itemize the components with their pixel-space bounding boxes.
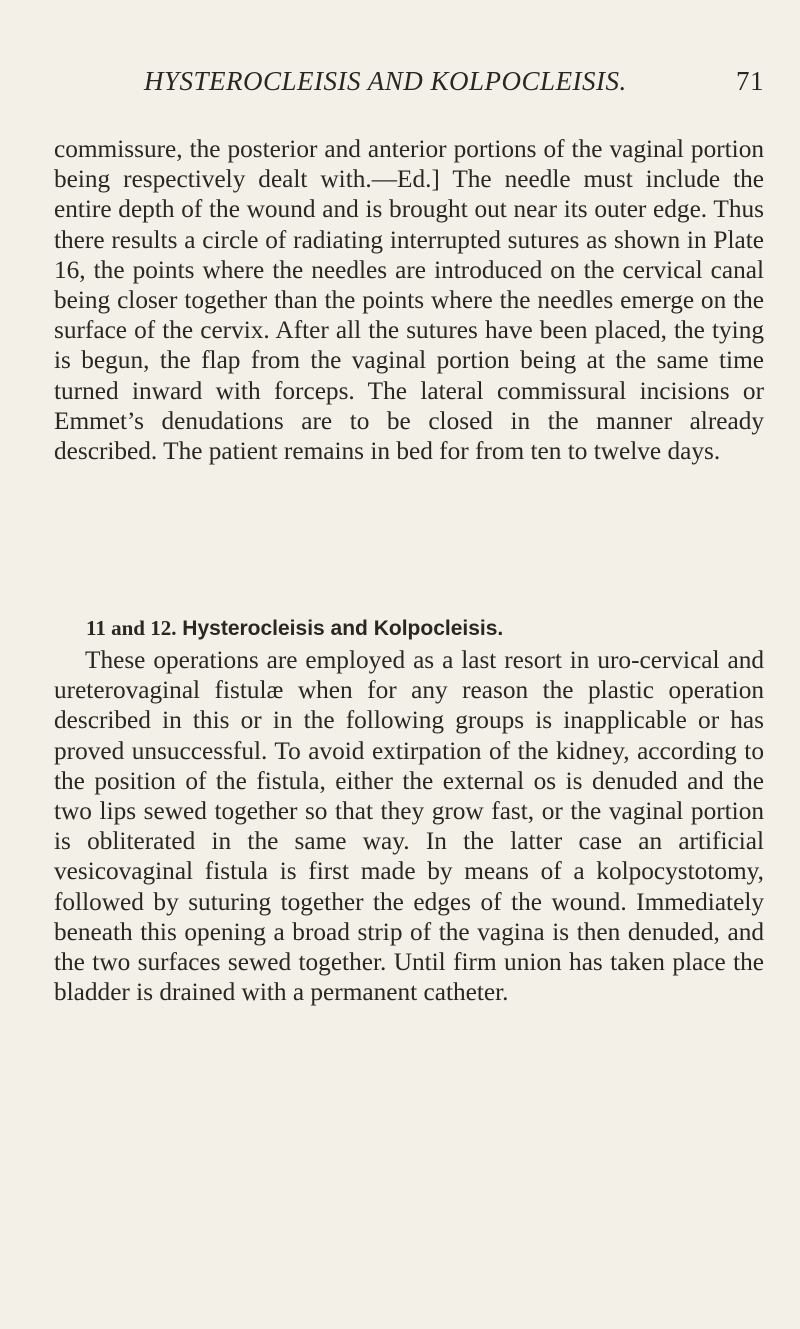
section-heading-number: 11 and 12. [86, 616, 177, 640]
running-head-title: HYSTEROCLEISIS AND KOLPOCLEISIS. [144, 66, 627, 96]
running-head [144, 66, 764, 106]
section-heading [86, 613, 766, 644]
body-paragraph-continued: commissure, the posterior and anterior portions of the vaginal portion being respectively dealt with.—Ed.] The needle must include the entire depth of the wound and is brought out near its outer edge. Thus there results a circle of radiating interrupted sutures as shown in Plate 16, the points where the needles are introduced on the cervical canal being closer together than the points where the needles emerge on the surface of the cervix. After all the sutures have been placed, the tying is begun, the flap from the vaginal portion being at the same time turned inward with forceps. The lateral commissural incisions or Emmet’s denudations are to be closed in the manner already described. The patient remains in bed for from ten to twelve days. [54, 135, 764, 466]
body-paragraph: These operations are employed as a last resort in uro-cervical and ureterovaginal fistulæ when for any reason the plastic operation described in this or in the following groups is inapplicable or has proved unsuccessful. To avoid extirpation of the kidney, according to the position of the fistula, either the external os is denuded and the two lips sewed together so that they grow fast, or the vaginal portion is obliterated in the same way. In the latter case an artificial vesicovaginal fistula is first made by means of a kolpocystotomy, followed by suturing together the edges of the wound. Immediately beneath this opening a broad strip of the vagina is then denuded, and the two surfaces sewed together. Until firm union has taken place the bladder is drained with a permanent catheter. [54, 646, 764, 1007]
page-number: 71 [736, 66, 764, 96]
section-heading-title: Hysterocleisis and Kolpocleisis. [182, 617, 504, 640]
